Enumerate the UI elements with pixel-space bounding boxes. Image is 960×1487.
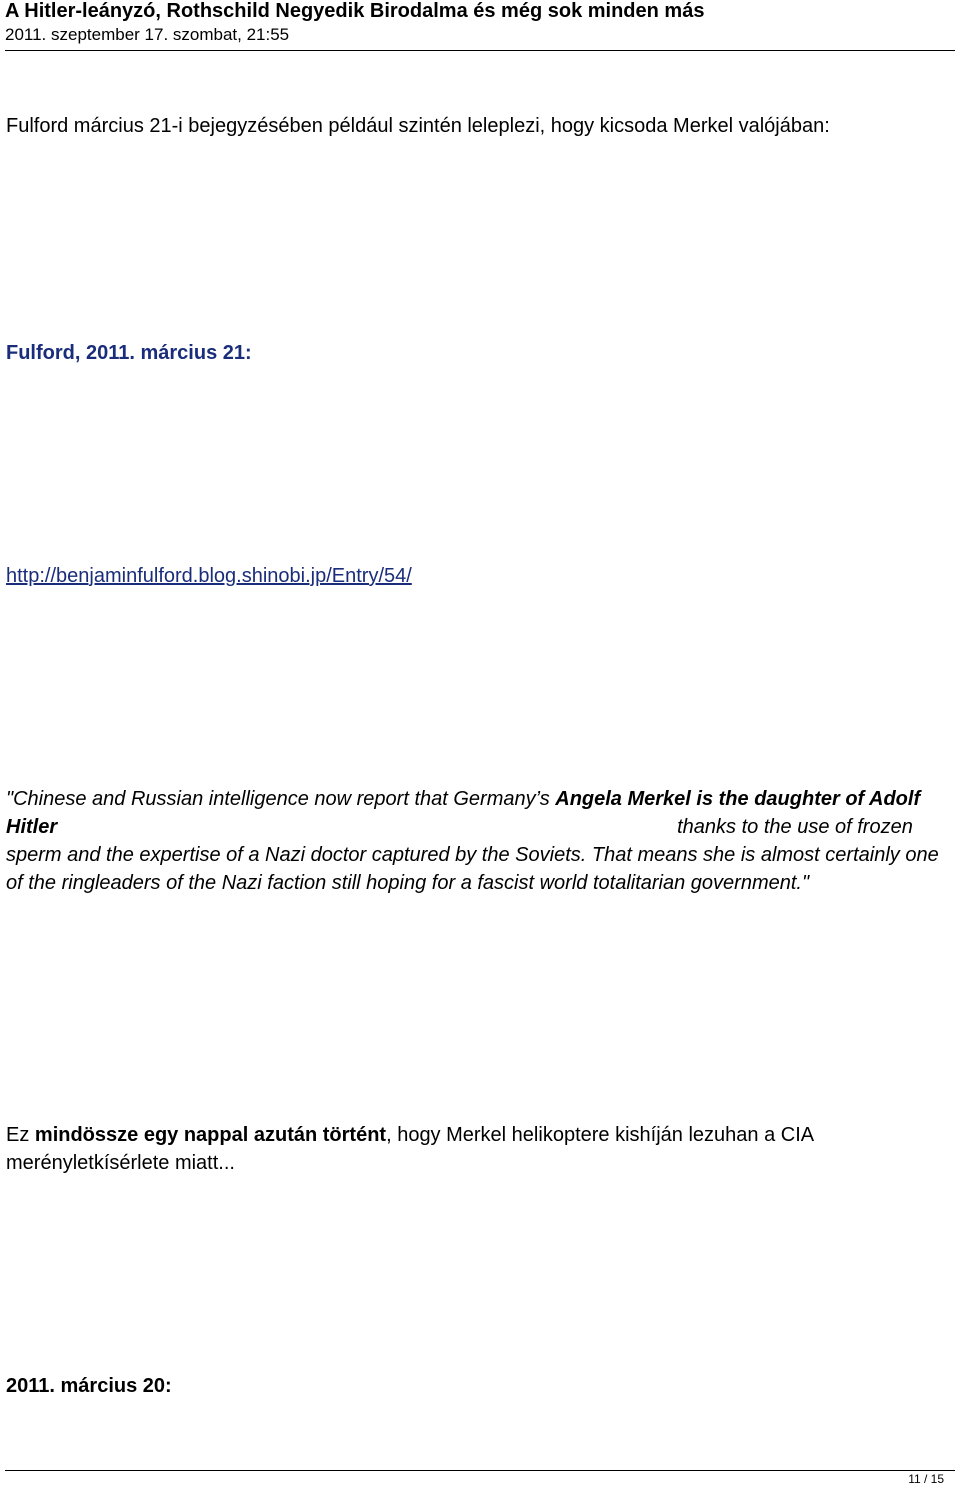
header-divider <box>5 50 955 51</box>
quote-paragraph <box>6 785 951 897</box>
quote-text-start: "Chinese and Russian intelligence now report that Germany’s <box>6 788 556 810</box>
intro-paragraph: Fulford március 21-i bejegyzésében például szintén leleplezi, hogy kicsoda Merkel valójában: <box>6 115 830 137</box>
merkel-bold-phrase: mindössze egy nappal azután történt <box>34 1124 387 1146</box>
page-header <box>5 0 955 45</box>
quote-text-end: thanks to the use of frozen sperm and the expertise of a Nazi doctor captured by the Soviets. That means she is almost certainly one of the ringleaders of the Nazi faction still hoping for a fascist world totalitarian government." <box>6 816 939 894</box>
page-number: 11 / 15 <box>908 1472 944 1486</box>
source-link[interactable]: http://benjaminfulford.blog.shinobi.jp/Entry/54/ <box>6 565 412 587</box>
footer-divider <box>5 1470 955 1471</box>
march20-heading: 2011. március 20: <box>6 1375 172 1397</box>
fulford-date-heading: Fulford, 2011. március 21: <box>6 342 252 364</box>
merkel-text-end: , hogy Merkel helikoptere kishíján lezuhan a CIA merényletkísérlete miatt... <box>6 1124 813 1174</box>
article-title: A Hitler-leányzó, Rothschild Negyedik Birodalma és még sok minden más <box>5 0 705 22</box>
merkel-paragraph <box>6 1121 951 1177</box>
quote-bold-claim: Angela Merkel is the daughter of Adolf Hitler <box>6 788 921 838</box>
article-date: 2011. szeptember 17. szombat, 21:55 <box>5 25 290 44</box>
merkel-text-start: Ez <box>6 1124 35 1146</box>
